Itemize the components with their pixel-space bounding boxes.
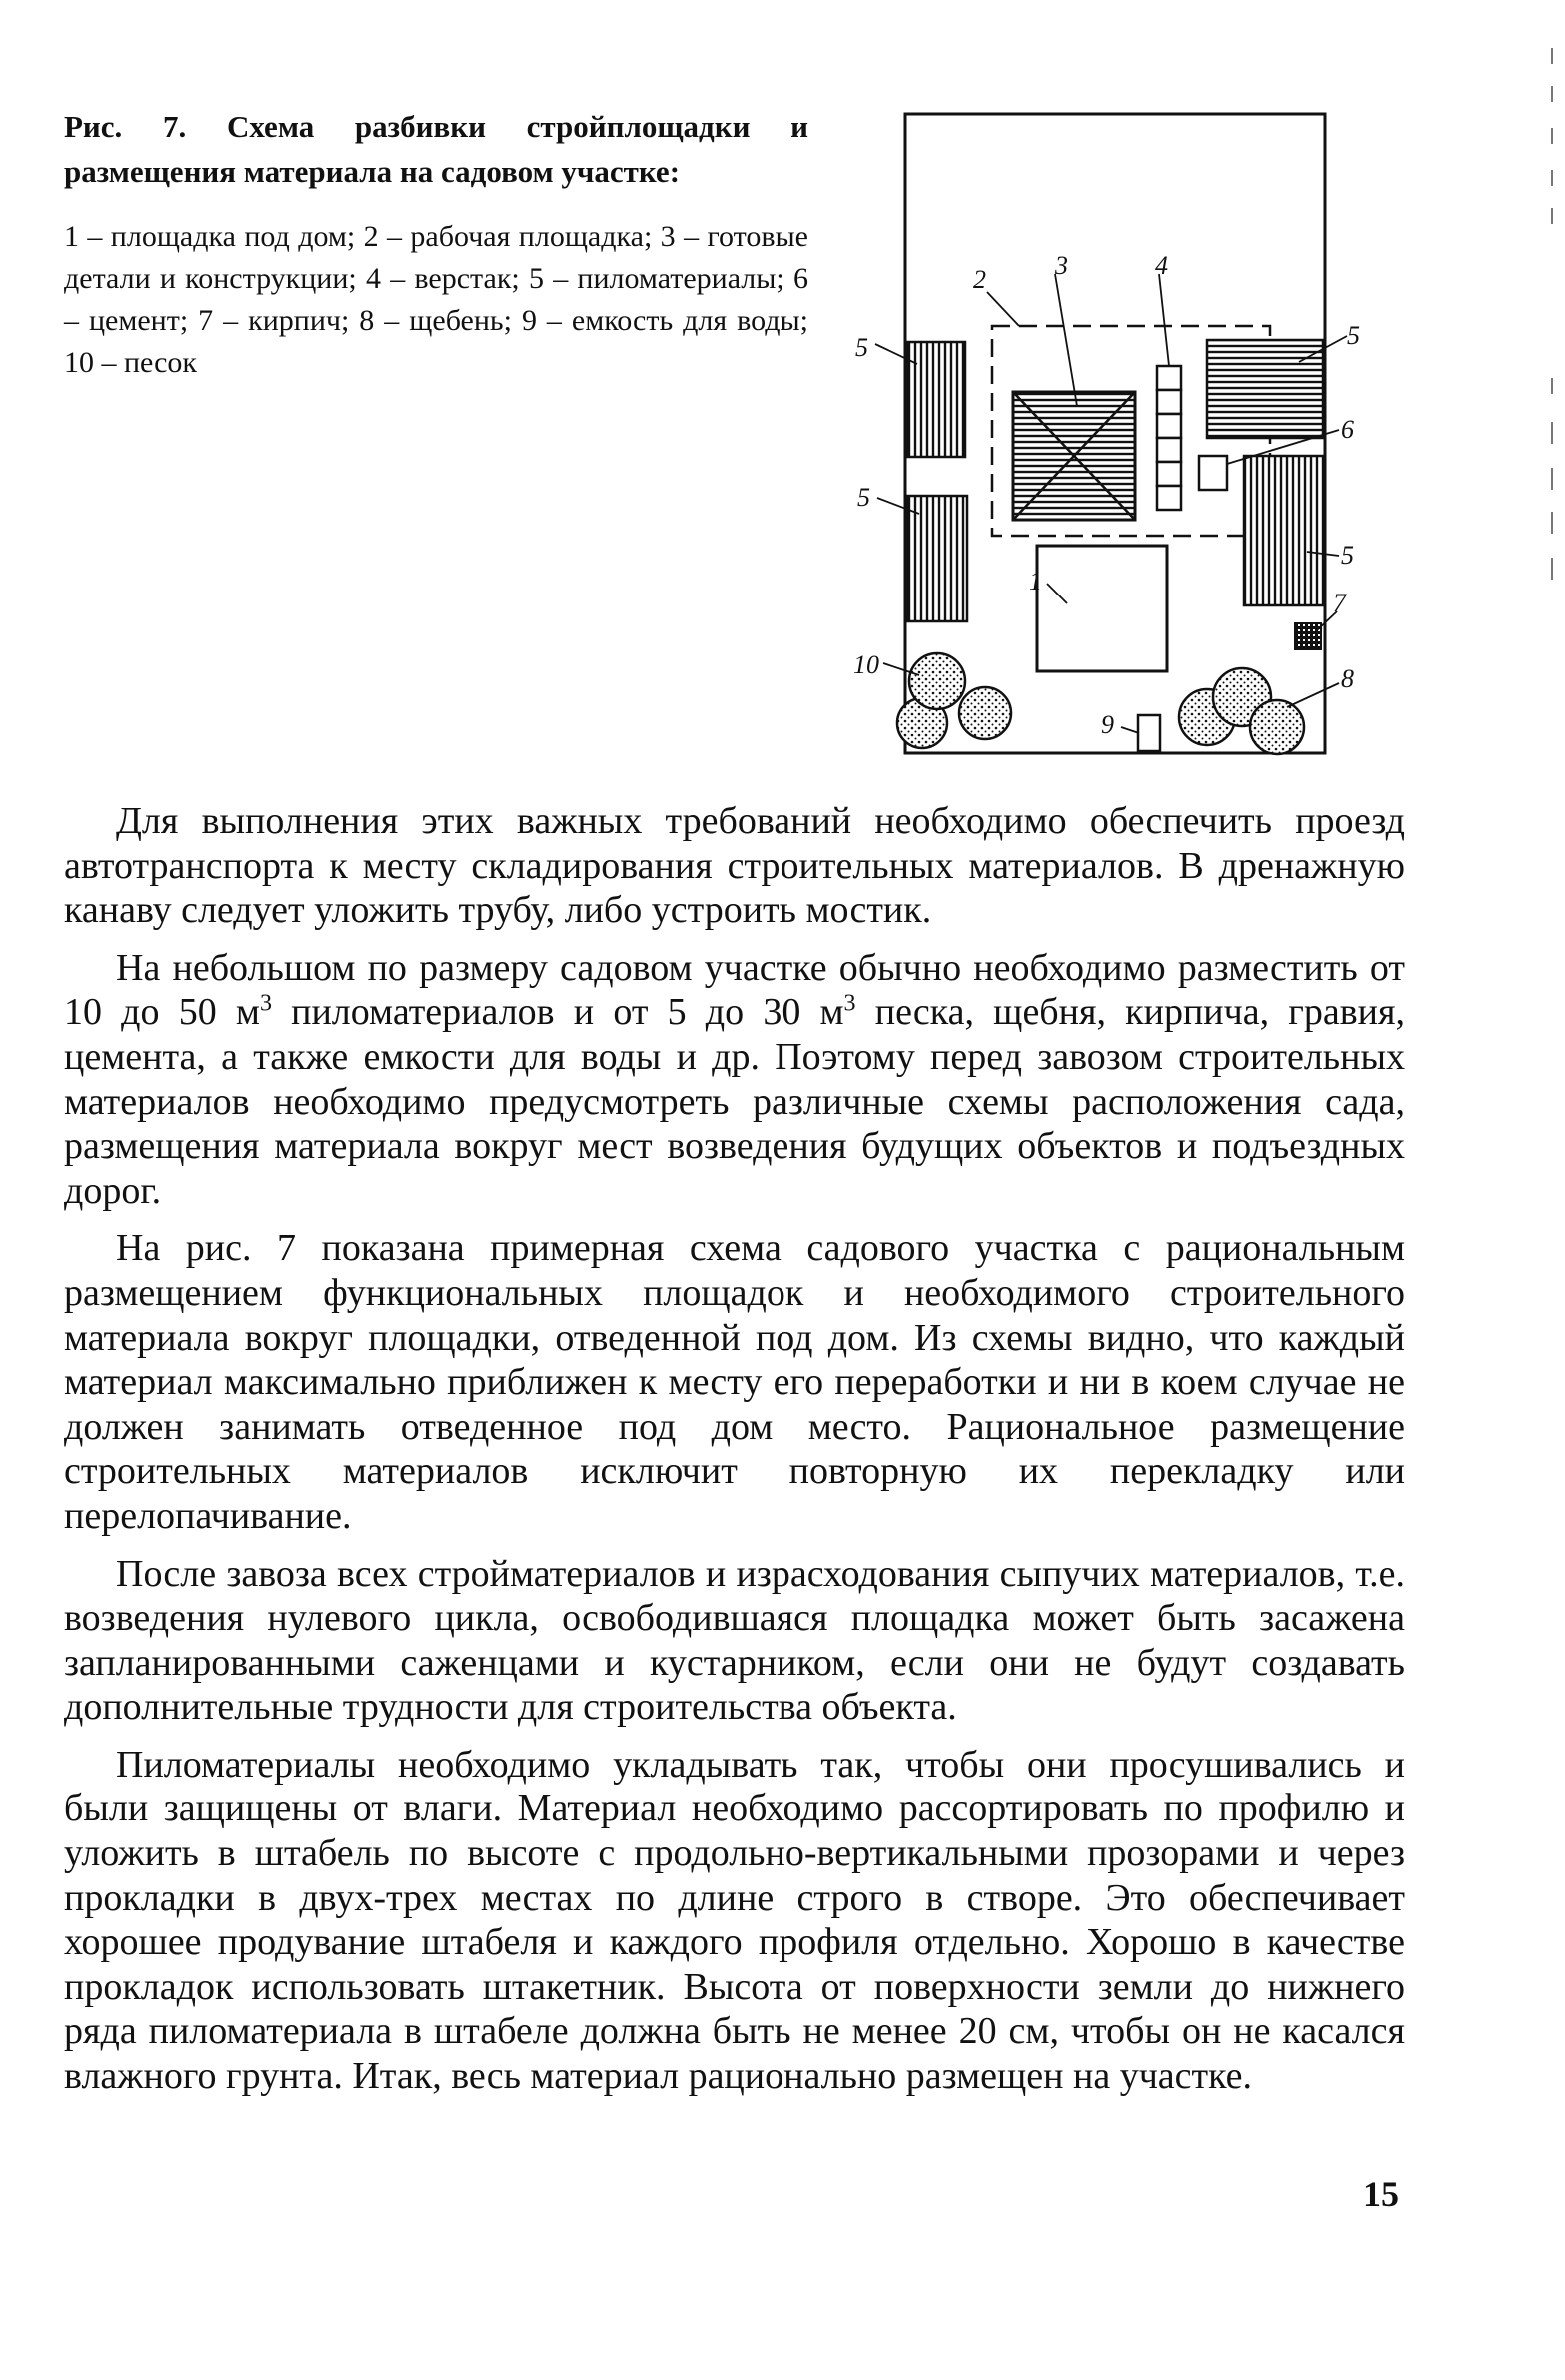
superscript-cubic-1: 3: [259, 990, 272, 1017]
body-text: [64, 799, 1405, 2112]
site-plan-figure: [847, 104, 1377, 773]
workbench: [1157, 366, 1181, 510]
lumber-stack-top-left: [907, 342, 965, 457]
paragraph-4: После завоза всех стройматериалов и израсходования сыпучих материалов, т.е. возведения нулевого цикла, освободившаяся площадка может быть засажена запланированными саженцами и кустарником, если они не будут создавать дополнительные трудности для строительства объекта.: [64, 1552, 1405, 1729]
prefab-structures-area: [1013, 392, 1135, 520]
label-5-top-left: 5: [855, 333, 868, 362]
paragraph-2: [64, 946, 1405, 1214]
brick-pile: [1295, 623, 1321, 649]
label-9: 9: [1101, 710, 1114, 739]
paragraph-2-part-c: песка, щебня, кирпича, гравия, цемента, а также емкости для воды и др. Поэтому перед завозом строительных материалов необходимо предусмотреть различные схемы расположения сада, размещения материала вокруг мест возведения будущих объектов и подъездных дорог.: [64, 991, 1405, 1212]
figure-legend: 1 – площадка под дом; 2 – рабочая площадка; 3 – готовые детали и конструкции; 4 – верстак; 5 – пиломатериалы; 6 – цемент; 7 – кирпич; 8 – щебень; 9 – емкость для воды; 10 – песок: [64, 220, 808, 379]
label-4: 4: [1155, 251, 1168, 280]
paragraph-1: Для выполнения этих важных требований необходимо обеспечить проезд автотранспорта к месту складирования строительных материалов. В дренажную канаву следует уложить трубу, либо устроить мостик.: [64, 800, 1405, 932]
lumber-stack-top-right: [1207, 340, 1323, 438]
site-plan-diagram: [847, 104, 1377, 773]
figure-title: Рис. 7. Схема разбивки стройплощадки и размещения материала на садовом участке:: [64, 109, 808, 189]
label-7: 7: [1333, 589, 1346, 617]
water-tank: [1138, 715, 1160, 751]
paragraph-3: На рис. 7 показана примерная схема садового участка с рациональным размещением функциональных площадок и необходимого строительного материала вокруг площадки, отведенной под дом. Из схемы видно, что каждый материал максимально приближен к месту его переработки и ни в коем случае не должен занимать отведенное под дом место. Рациональное размещение строительных материалов исключит повторную их перекладку или перелопачивание.: [64, 1227, 1405, 1537]
lumber-stack-mid-right: [1244, 456, 1324, 605]
scan-margin-marks: [1547, 48, 1557, 588]
label-5-mid-left: 5: [857, 483, 870, 512]
label-2: 2: [973, 265, 986, 294]
paragraph-2-part-a: На небольшом по размеру садовом участке обычно необходимо разместить от 10 до 50 м: [64, 946, 1405, 1034]
label-1: 1: [1029, 567, 1042, 595]
label-6: 6: [1341, 415, 1354, 444]
page-number: 15: [1363, 2174, 1399, 2214]
label-5-top-right: 5: [1347, 321, 1360, 350]
paragraph-2-part-b: пиломатериалов и от 5 до 30 м: [271, 991, 844, 1034]
lumber-stack-mid-left: [907, 496, 967, 621]
label-8: 8: [1341, 664, 1354, 693]
cement-box: [1199, 456, 1227, 490]
label-3: 3: [1055, 251, 1068, 280]
label-10: 10: [853, 650, 879, 679]
superscript-cubic-2: 3: [843, 990, 856, 1017]
house-pad: [1037, 546, 1167, 671]
paragraph-5: Пиломатериалы необходимо укладывать так, чтобы они просушивались и были защищены от влаги. Материал необходимо рассортировать по профилю и уложить в штабель по высоте с продольно-вертикальными прозорами и через прокладки в двух-трех местах по длине строго в створе. Это обеспечивает хорошее продувание штабеля и каждого профиля отдельно. Хорошо в качестве прокладок использовать штакетник. Высота от поверхности земли до нижнего ряда пиломатериала в штабеле должна быть не менее 20 см, чтобы он не касался влажного грунта. Итак, весь материал рационально размещен на участке.: [64, 1743, 1405, 2098]
figure-caption: [64, 104, 808, 384]
label-5-mid-right: 5: [1341, 541, 1354, 570]
